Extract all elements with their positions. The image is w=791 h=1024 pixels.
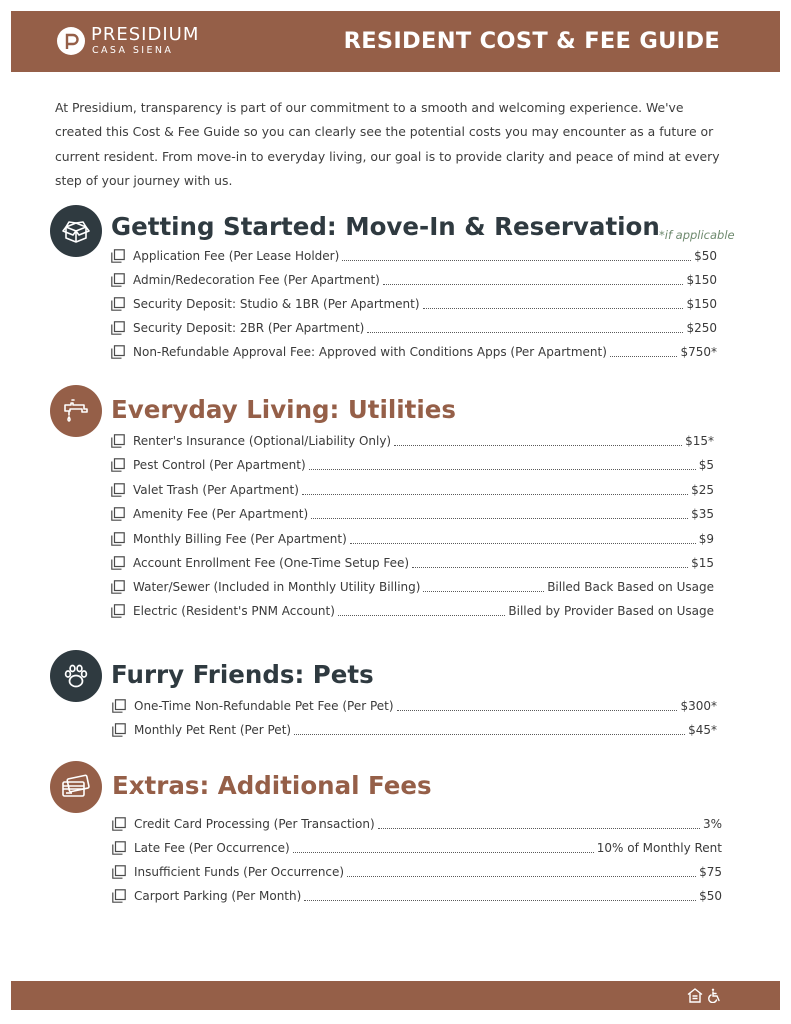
checkbox-icon [111, 483, 125, 497]
fee-value: $15* [685, 434, 714, 448]
fee-value: $150 [686, 273, 717, 287]
fee-row [112, 862, 722, 882]
fee-row [112, 838, 722, 858]
fee-row [111, 246, 717, 266]
dotted-leader [309, 469, 696, 470]
paw-icon [61, 661, 91, 691]
fee-label: Security Deposit: Studio & 1BR (Per Apartment) [133, 297, 420, 311]
fee-label: Insufficient Funds (Per Occurrence) [134, 865, 345, 879]
fee-label: One-Time Non-Refundable Pet Fee (Per Pet) [134, 699, 394, 713]
fee-value: $9 [698, 532, 714, 546]
dotted-leader [294, 734, 685, 735]
fee-row [111, 270, 717, 290]
accessibility-icon [707, 988, 722, 1003]
section-title-pets: Furry Friends: Pets [111, 660, 374, 689]
equal-housing-icon [687, 988, 703, 1003]
presidium-logo-icon [56, 26, 86, 56]
open-box-icon [60, 215, 92, 247]
fee-label: Late Fee (Per Occurrence) [134, 841, 290, 855]
brand-subtitle: CASA SIENA [92, 45, 174, 56]
section-title-extras: Extras: Additional Fees [112, 771, 432, 800]
fee-row [111, 294, 717, 314]
section-title-utilities: Everyday Living: Utilities [111, 395, 456, 424]
fee-row [112, 886, 722, 906]
checkbox-icon [111, 507, 125, 521]
checkbox-icon [111, 556, 125, 570]
checkbox-icon [111, 434, 125, 448]
fee-value: $750* [680, 345, 717, 359]
checkbox-icon [111, 297, 125, 311]
checkbox-icon [111, 604, 125, 618]
fee-label: Amenity Fee (Per Apartment) [133, 507, 309, 521]
fee-value: $45* [688, 723, 717, 737]
fee-row [112, 814, 722, 834]
dotted-leader [610, 356, 678, 357]
fee-value: $250 [686, 321, 717, 335]
checkbox-icon [112, 841, 126, 855]
fee-label: Pest Control (Per Apartment) [133, 458, 306, 472]
fee-value: $15 [691, 556, 714, 570]
footer-bar [11, 981, 780, 1010]
fee-row [111, 318, 717, 338]
fee-label: Credit Card Processing (Per Transaction) [134, 817, 375, 831]
fee-value: Billed by Provider Based on Usage [508, 604, 714, 618]
fee-row [111, 577, 714, 597]
dotted-leader [378, 828, 700, 829]
fee-value: 10% of Monthly Rent [596, 841, 722, 855]
fee-label: Non-Refundable Approval Fee: Approved with Conditions Apps (Per Apartment) [133, 345, 607, 359]
credit-card-icon [59, 772, 93, 802]
fee-label: Application Fee (Per Lease Holder) [133, 249, 340, 263]
fee-value: $25 [691, 483, 714, 497]
checkbox-icon [111, 580, 125, 594]
dotted-leader [397, 710, 678, 711]
fee-label: Valet Trash (Per Apartment) [133, 483, 299, 497]
dotted-leader [423, 591, 544, 592]
section-icon-pets [50, 650, 102, 702]
dotted-leader [293, 852, 594, 853]
checkbox-icon [112, 865, 126, 879]
faucet-icon [60, 395, 92, 427]
dotted-leader [412, 567, 688, 568]
checkbox-icon [112, 889, 126, 903]
fee-value: $50 [699, 889, 722, 903]
section-title-move-in: Getting Started: Move-In & Reservation [111, 212, 660, 241]
dotted-leader [302, 494, 688, 495]
checkbox-icon [111, 458, 125, 472]
fee-row [111, 455, 714, 475]
fee-value: 3% [702, 817, 722, 831]
checkbox-icon [112, 699, 126, 713]
fee-row [111, 342, 717, 362]
fee-value: $50 [694, 249, 717, 263]
fee-value: $75 [699, 865, 722, 879]
checkbox-icon [112, 723, 126, 737]
fee-value: Billed Back Based on Usage [547, 580, 714, 594]
checkbox-icon [111, 273, 125, 287]
fee-label: Electric (Resident's PNM Account) [133, 604, 335, 618]
fee-value: $300* [680, 699, 717, 713]
header-bar [11, 11, 780, 72]
dotted-leader [338, 615, 505, 616]
dotted-leader [347, 876, 696, 877]
section-icon-extras [50, 761, 102, 813]
fee-value: $150 [686, 297, 717, 311]
dotted-leader [311, 518, 688, 519]
checkbox-icon [111, 532, 125, 546]
checkbox-icon [111, 321, 125, 335]
fee-label: Water/Sewer (Included in Monthly Utility Billing) [133, 580, 421, 594]
fee-row [111, 529, 714, 549]
dotted-leader [304, 900, 696, 901]
fee-row [111, 601, 714, 621]
dotted-leader [350, 543, 696, 544]
intro-paragraph: At Presidium, transparency is part of our commitment to a smooth and welcoming experience. We've created this Cost & Fee Guide so you can clearly see the potential costs you may encounter as a future or current resident. From move-in to everyday living, our goal is to provide clarity and peace of mind at every step of your journey with us. [55, 100, 720, 189]
dotted-leader [383, 284, 684, 285]
fee-label: Renter's Insurance (Optional/Liability Only) [133, 434, 392, 448]
dotted-leader [394, 445, 682, 446]
section-icon-move-in [50, 205, 102, 257]
if-applicable-note: *if applicable [659, 228, 735, 242]
checkbox-icon [112, 817, 126, 831]
section-icon-utilities [50, 385, 102, 437]
checkbox-icon [111, 345, 125, 359]
fee-row [112, 720, 717, 740]
fee-row [112, 696, 717, 716]
checkbox-icon [111, 249, 125, 263]
fee-value: $5 [698, 458, 714, 472]
dotted-leader [423, 308, 684, 309]
fee-row [111, 504, 714, 524]
brand-name: PRESIDIUM [91, 24, 200, 45]
fee-label: Carport Parking (Per Month) [134, 889, 302, 903]
dotted-leader [342, 260, 691, 261]
fee-row [111, 480, 714, 500]
dotted-leader [367, 332, 683, 333]
footer-icons [687, 988, 722, 1003]
fee-value: $35 [691, 507, 714, 521]
fee-row [111, 431, 714, 451]
fee-label: Admin/Redecoration Fee (Per Apartment) [133, 273, 380, 287]
fee-label: Account Enrollment Fee (One-Time Setup Fee) [133, 556, 410, 570]
fee-label: Monthly Pet Rent (Per Pet) [134, 723, 292, 737]
document-title: RESIDENT COST & FEE GUIDE [343, 28, 720, 54]
fee-label: Monthly Billing Fee (Per Apartment) [133, 532, 347, 546]
fee-label: Security Deposit: 2BR (Per Apartment) [133, 321, 365, 335]
fee-row [111, 553, 714, 573]
